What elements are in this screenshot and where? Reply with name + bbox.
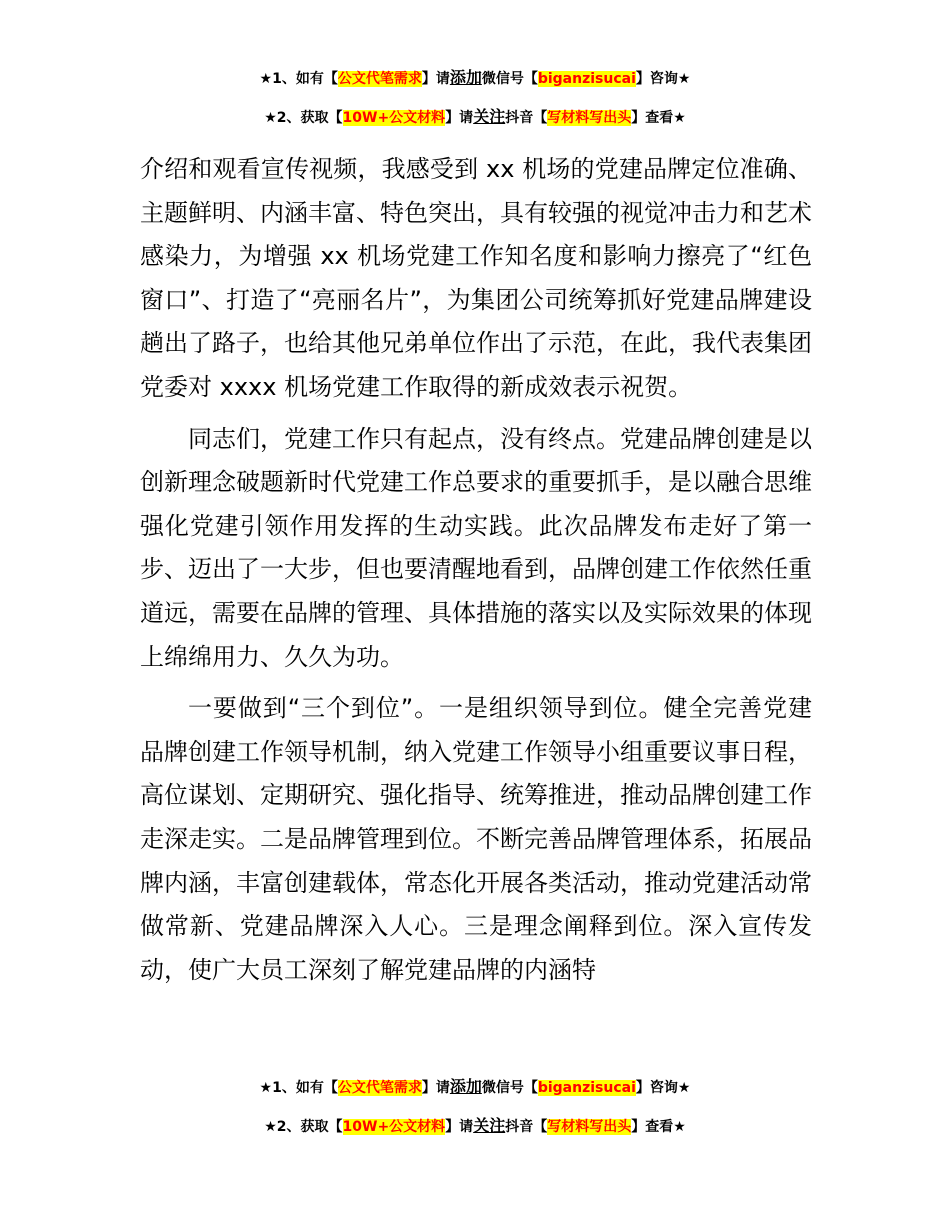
footer-promo-line-1 (0, 1077, 950, 1098)
wechat-id-highlight: biganzisucai (537, 1080, 636, 1096)
promo-text: ★2、获取【 (264, 1119, 343, 1135)
promo-text: 】咨询★ (635, 71, 691, 87)
header-promo-line-1 (0, 68, 950, 89)
promo-underlined: 关注 (473, 1116, 506, 1135)
promo-text: 抖音【 (505, 1119, 548, 1135)
promo-text: 抖音【 (505, 110, 548, 126)
promo-highlight: 公文代笔需求 (337, 71, 422, 87)
douyin-name-highlight: 写材料写出头 (547, 110, 632, 126)
promo-text: 】请 (445, 110, 474, 126)
promo-text: ★1、如有【 (259, 1080, 338, 1096)
promo-text: 】查看★ (631, 110, 686, 126)
wechat-id-highlight: biganzisucai (537, 71, 636, 87)
promo-text: 微信号【 (481, 1080, 538, 1096)
document-body (140, 148, 812, 992)
promo-text: ★1、如有【 (259, 71, 338, 87)
promo-text: 】查看★ (631, 1119, 686, 1135)
header-promo-line-2 (0, 107, 950, 128)
promo-highlight: 10W+公文材料 (342, 1119, 446, 1135)
promo-text: 】请 (421, 1080, 450, 1096)
promo-text: 】请 (421, 71, 450, 87)
footer-promo-line-2 (0, 1116, 950, 1137)
promo-text: ★2、获取【 (264, 110, 343, 126)
promo-highlight: 公文代笔需求 (337, 1080, 422, 1096)
paragraph-1: 介绍和观看宣传视频，我感受到 xx 机场的党建品牌定位准确、主题鲜明、内涵丰富、特色突出，具有较强的视觉冲击力和艺术感染力，为增强 xx 机场党建工作知名度和影响力擦亮了“红色窗口”、打造了“亮丽名片”，为集团公司统筹抓好党建品牌建设趟出了路子，也给其他兄弟单位作出了示范，在此，我代表集团党委对 xxxx 机场党建工作取得的新成效表示祝贺。 (140, 155, 812, 401)
douyin-name-highlight: 写材料写出头 (547, 1119, 632, 1135)
promo-underlined: 添加 (449, 68, 482, 87)
promo-text: 微信号【 (481, 71, 538, 87)
paragraph-3: 一要做到“三个到位”。一是组织领导到位。健全完善党建品牌创建工作领导机制，纳入党建工作领导小组重要议事日程，高位谋划、定期研究、强化指导、统筹推进，推动品牌创建工作走深走实。二是品牌管理到位。不断完善品牌管理体系，拓展品牌内涵，丰富创建载体，常态化开展各类活动，推动党建活动常做常新、党建品牌深入人心。三是理念阐释到位。深入宣传发动，使广大员工深刻了解党建品牌的内涵特 (140, 694, 812, 984)
promo-text: 】请 (445, 1119, 474, 1135)
paragraph-2: 同志们，党建工作只有起点，没有终点。党建品牌创建是以创新理念破题新时代党建工作总要求的重要抓手，是以融合思维强化党建引领作用发挥的生动实践。此次品牌发布走好了第一步、迈出了一大步，但也要清醒地看到，品牌创建工作依然任重道远，需要在品牌的管理、具体措施的落实以及实际效果的体现上绵绵用力、久久为功。 (140, 424, 812, 671)
promo-text: 】咨询★ (635, 1080, 691, 1096)
promo-highlight: 10W+公文材料 (342, 110, 446, 126)
promo-underlined: 关注 (473, 107, 506, 126)
promo-underlined: 添加 (449, 1077, 482, 1096)
